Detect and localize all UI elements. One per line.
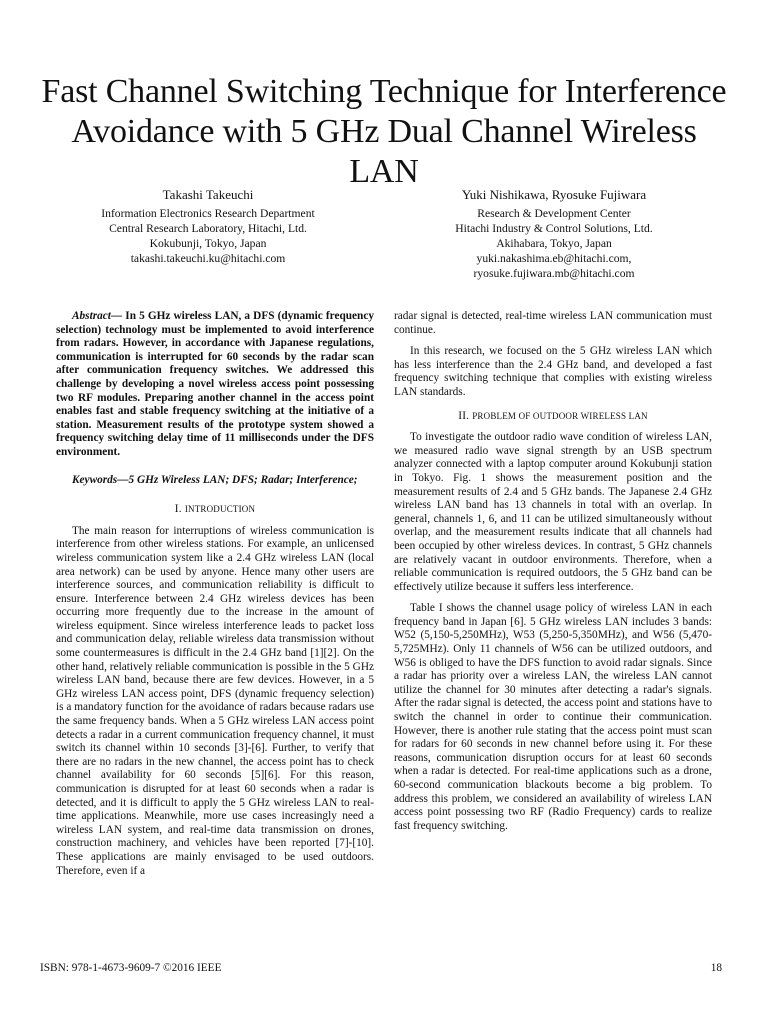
author-location: Kokubunji, Tokyo, Japan [149, 237, 267, 250]
section-title: PROBLEM OF OUTDOOR WIRELESS LAN [472, 410, 648, 421]
abstract [56, 310, 374, 460]
section-numeral: I. [174, 503, 182, 516]
author-affiliation: Central Research Laboratory, Hitachi, Ltd. [109, 222, 307, 235]
author-block-left [58, 186, 358, 266]
paper-title: Fast Channel Switching Technique for Interference Avoidance with 5 GHz Dual Channel Wireless LAN [41, 73, 727, 190]
section-heading-problem [394, 410, 712, 424]
section-title: INTRODUCTION [184, 504, 256, 515]
footer-isbn: ISBN: 978-1-4673-9609-7 ©2016 IEEE [40, 962, 222, 974]
author-block-right [404, 186, 704, 281]
right-column [394, 310, 712, 841]
author-name: Takashi Takeuchi [162, 187, 254, 202]
paragraph-continued: radar signal is detected, real-time wireless LAN communication must continue. [394, 310, 712, 336]
paragraph: The main reason for interruptions of wireless communication is interference from other wireless stations. For example, an unlicensed wireless communication system like a 2.4 GHz wireless LAN (local area network) can be used by anyone. Hence many other users are interference sources, and communication reliability is difficult to ensure. Interference between 2.4 GHz wireless devices has been occurring more frequently due to the increase in the amount of wireless equipment. Since wireless interference leads to packet loss and communication delay, reliable wireless data transmission without some countermeasures is difficult in the 2.4 GHz band [1][2]. On the other hand, relatively reliable communication is possible in the 5 GHz wireless LAN band, because there are few devices. However, in a 5 GHz wireless LAN access point, DFS (dynamic frequency selection) is a mandatory function for the avoidance of radars because radars use the same frequency bands. When a 5 GHz wireless LAN access point detects a radar in a current communication frequency channel, it must switch its channel within 10 seconds [3]-[6]. Further, to verify that there are no radars in the new channel, the access point has to check channel availability for 60 seconds [5][6]. For this reason, communication is disrupted for at least 60 seconds when a radar is detected, and it is difficult to apply the 5 GHz wireless LAN to real-time applications. Meanwhile, more use cases increasingly need a wireless LAN system, and real-time data transmission on drones, construction machinery, and vehicles have been reported [7]-[10]. These applications are mainly envisaged to be used outdoors. Therefore, even if a [56, 524, 374, 877]
left-column [56, 310, 374, 886]
author-affiliation: Research & Development Center [477, 207, 631, 220]
author-email: takashi.takeuchi.ku@hitachi.com [130, 252, 286, 265]
page-number: 18 [710, 962, 722, 974]
paragraph: Table I shows the channel usage policy of wireless LAN in each frequency band in Japan [6]. 5 GHz wireless LAN includes 3 bands: W52 (5,150-5,250MHz), W53 (5,250-5,350MHz), and W56 (5,470-5,725MHz). Only 11 channels of W56 can be utilized outdoors, and W56 is obliged to have the DFS function to avoid radar signals. Since a radar has priority over a wireless LAN, the wireless LAN cannot utilize the channel for 30 minutes after detecting a radar's signals. After the radar signal is detected, the access point and stations have to switch the channel in order to continue their communication. However, there is another rule stating that the access point must scan for radars for 60 seconds in new channel before using it. For these reasons, communication disruption occurs for at least 60 seconds when a radar is detected. For real-time applications such as a drone, 60-second communication blackouts become a big problem. To address this problem, we considered an availability of wireless LAN access point possessing two RF (Radio Frequency) cards to realize fast frequency switching. [394, 602, 712, 832]
paragraph: In this research, we focused on the 5 GHz wireless LAN which has less interference than the 2.4 GHz band, and developed a fast frequency switching technique that complies with existing wireless LAN standards. [394, 345, 712, 398]
author-email: yuki.nakashima.eb@hitachi.com, [476, 252, 632, 265]
abstract-text: In 5 GHz wireless LAN, a DFS (dynamic frequency selection) technology must be implemented to avoid interference from radars. However, in accordance with Japanese regulations, communication is interrupted for 60 seconds by the radar scan after communication frequency switches. We addressed this challenge by developing a novel wireless access point possessing two RF modules. Preparing another channel in the access point enables fast and stable frequency switching at the initiative of a station. Measurement results of the prototype system showed a frequency switching delay time of 11 milliseconds under the DFS environment. [56, 310, 374, 458]
author-email-2: ryosuke.fujiwara.mb@hitachi.com [473, 267, 635, 280]
section-numeral: II. [458, 409, 470, 422]
author-affiliation: Hitachi Industry & Control Solutions, Ltd. [455, 222, 653, 235]
keywords: Keywords—5 GHz Wireless LAN; DFS; Radar; Interference; [72, 473, 358, 486]
paragraph: To investigate the outdoor radio wave condition of wireless LAN, we measured radio wave signal strength by an USB spectrum analyzer connected with a laptop computer around Kokubunji station in Tokyo. Fig. 1 shows the measurement position and the measurement results of 2.4 and 5 GHz bands. The Japanese 2.4 GHz wireless LAN band has 13 channels in total with an overlap. In general, channels 1, 6, and 11 can be utilized simultaneously without overlap, and the measurement results indicate that all channels had been occupied by other wireless devices. In contrast, 5 GHz channels are relatively vacant in outdoor environments. Therefore, when a reliable communication is required outdoors, the 5 GHz band can be effectively utilize because it suffers less interference. [394, 431, 712, 593]
author-location: Akihabara, Tokyo, Japan [496, 237, 612, 250]
author-name: Yuki Nishikawa, Ryosuke Fujiwara [461, 187, 647, 202]
author-affiliation: Information Electronics Research Department [101, 207, 315, 220]
abstract-label: Abstract— [72, 310, 123, 322]
section-heading-introduction [56, 503, 374, 517]
